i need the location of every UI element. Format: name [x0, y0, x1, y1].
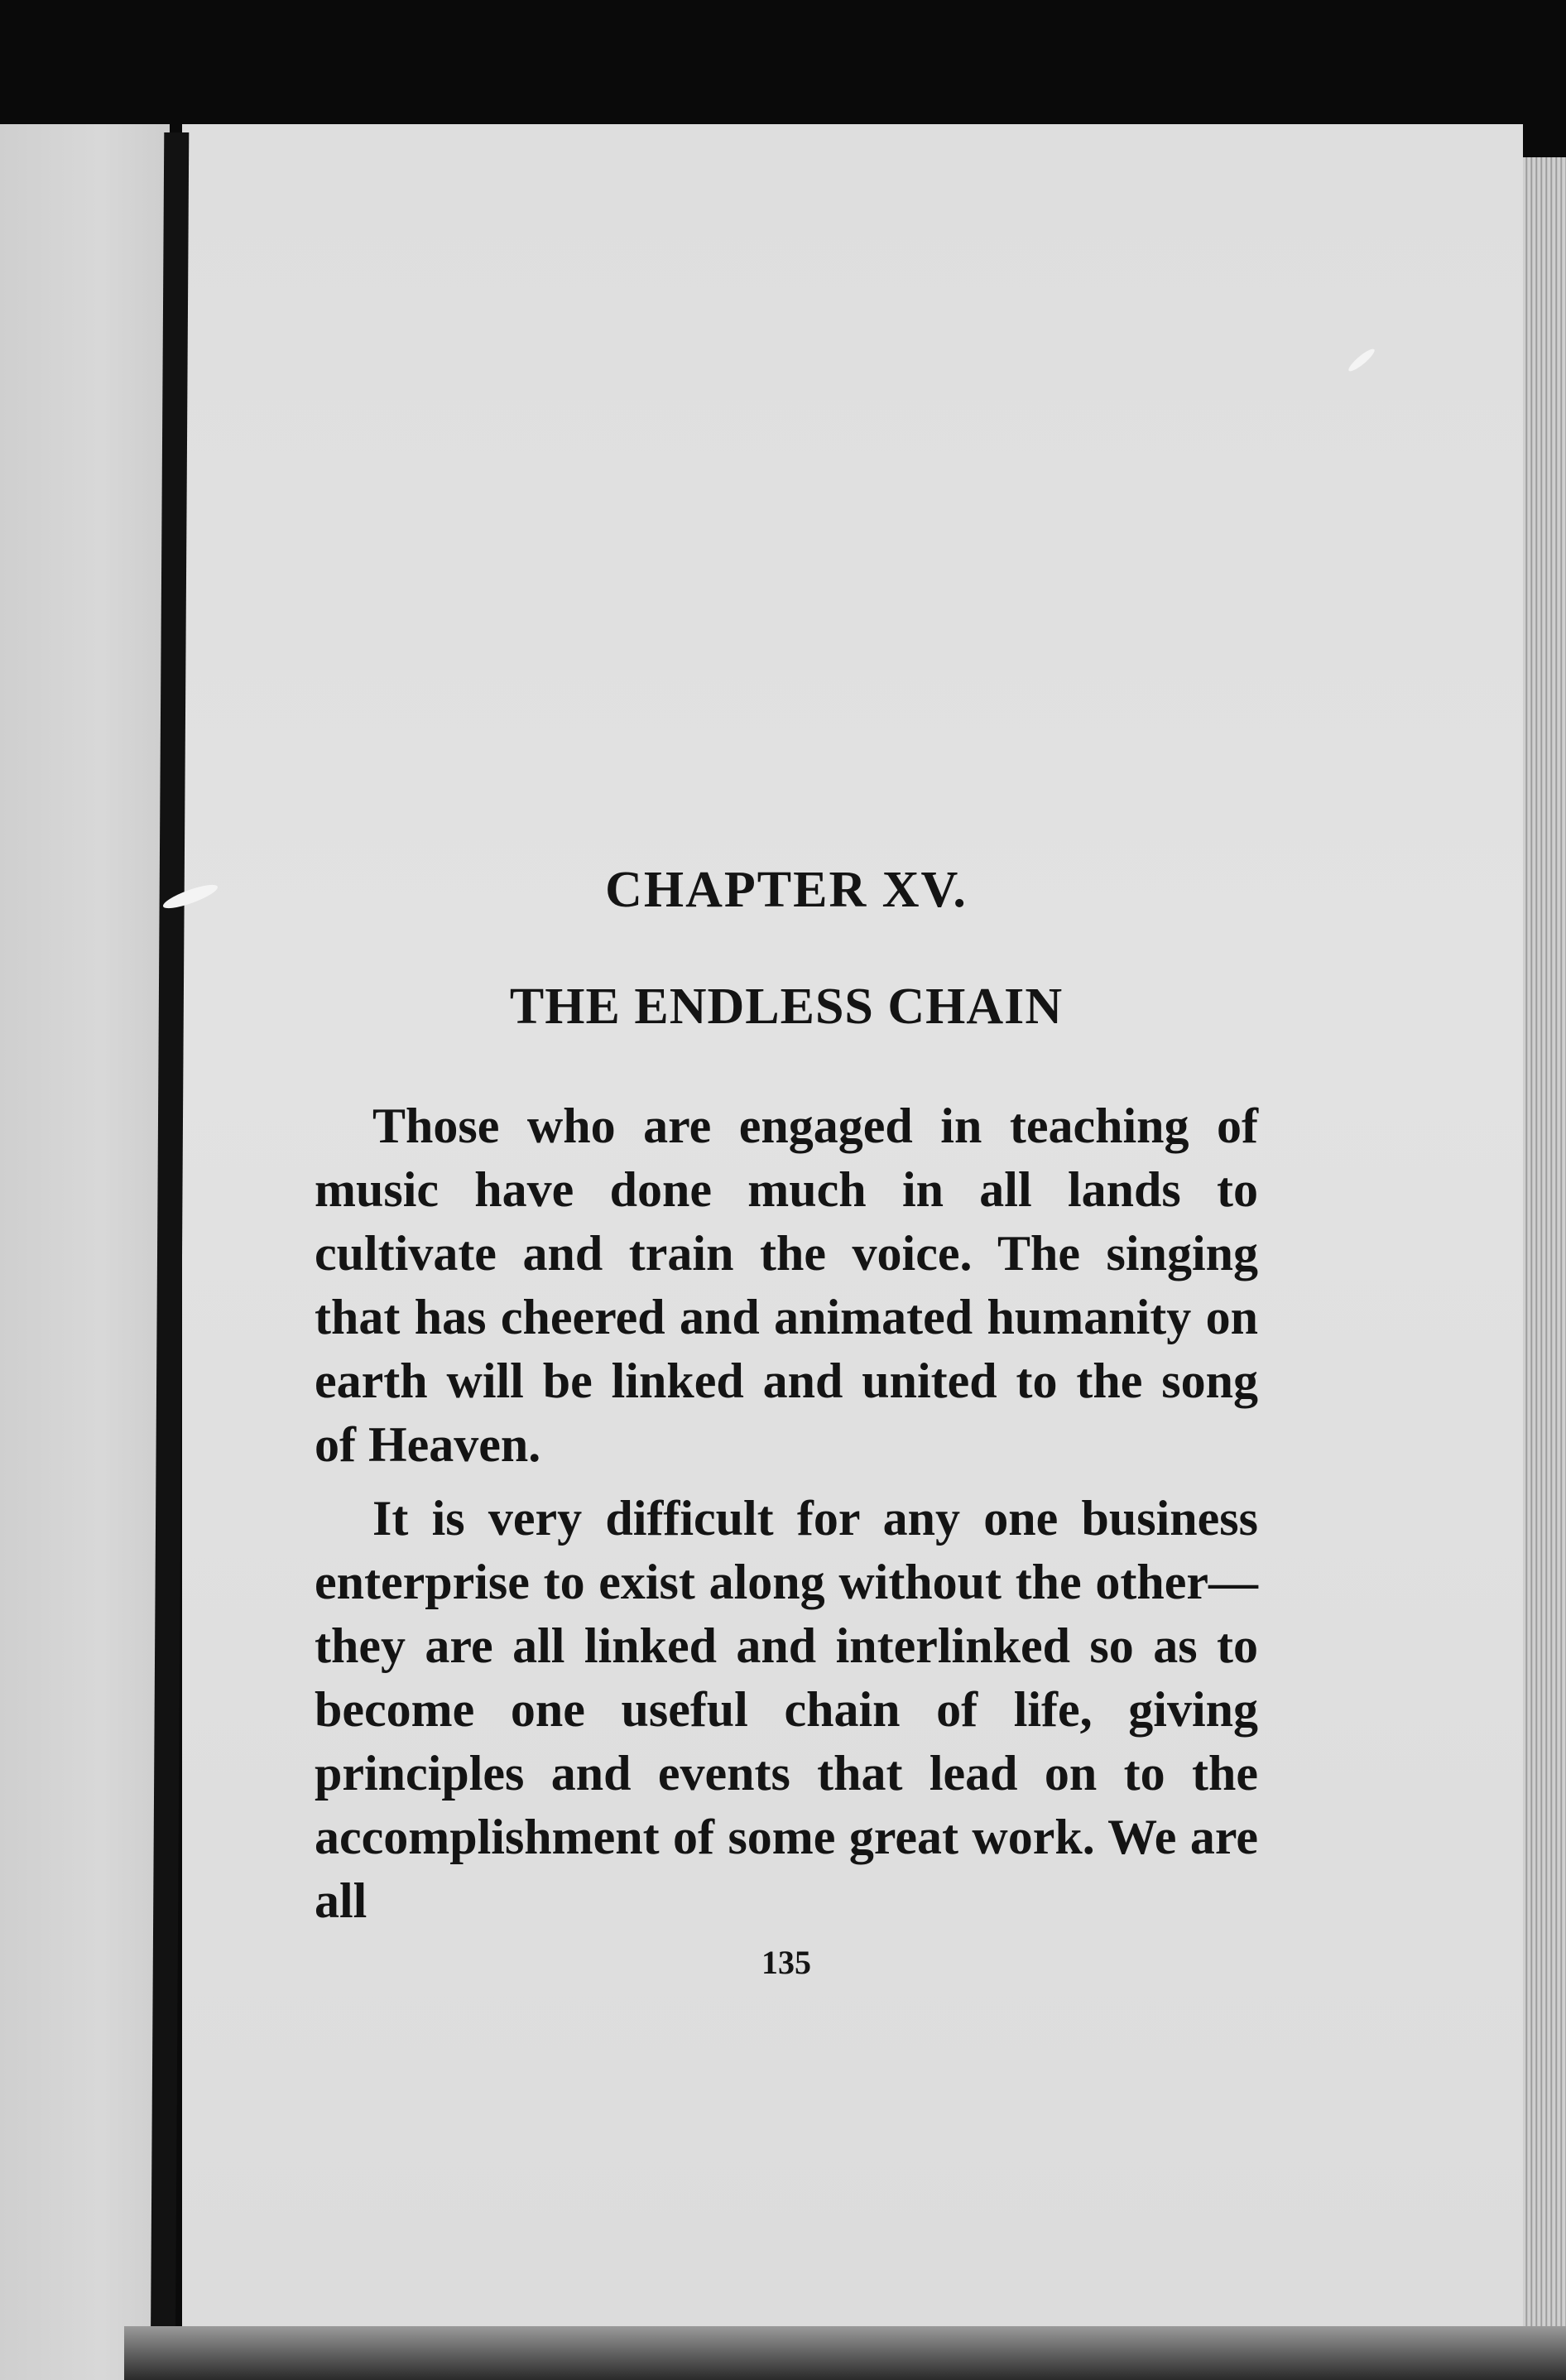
previous-page-edge: [0, 124, 170, 2380]
paragraph: It is very difficult for any one business enterprise to exist along without the other—they are all linked and interlinked so as to become one useful chain of life, giving principles and events that lead on to the accomplishment of some great work. We are all: [315, 1491, 1258, 1928]
chapter-number: CHAPTER XV.: [605, 862, 968, 918]
page-number: 135: [761, 1944, 811, 1981]
page-stack-edge: [1523, 157, 1566, 2380]
page-content: [315, 861, 1258, 1982]
paragraph: Those who are engaged in teaching of music have done much in all lands to cultivate and train the voice. The singing that has cheered and animated humanity on earth will be linked and united to the song of Heaven.: [315, 1099, 1258, 1472]
bottom-shadow: [124, 2326, 1566, 2380]
chapter-title: THE ENDLESS CHAIN: [509, 978, 1064, 1035]
